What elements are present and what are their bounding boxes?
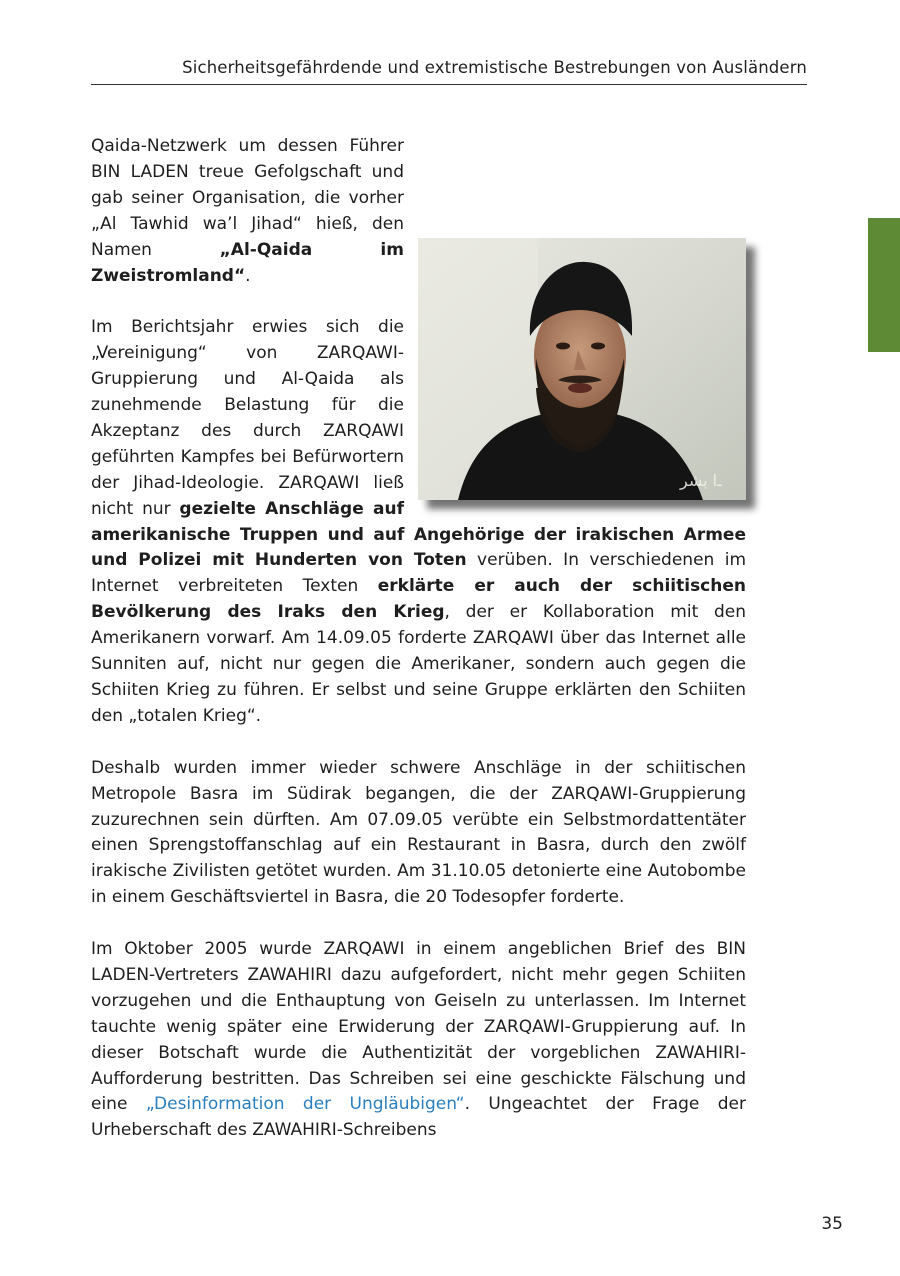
main-text: [91, 134, 746, 1170]
paragraph-4: Im Oktober 2005 wurde ZARQAWI in einem angeblichen Brief des BIN LADEN-Vertreters ZAWAHIRI dazu aufgefordert, nicht mehr gegen Schiiten vorzugehen und die Enthauptung von Geiseln zu unterlassen. Im Internet tauchte wenig später eine Erwiderung der ZARQAWI-Gruppierung auf. In dieser Botschaft wurde die Authentizität der vorgeblichen ZAWAHIRI-Aufforderung bestritten. Das Schreiben sei eine geschickte Fälschung und eine „Desinformation der Ungläubigen“. Ungeachtet der Frage der Urheberschaft des ZAWAHIRI-Schreibens: [91, 939, 746, 1141]
running-header: Sicherheitsgefährdende und extremistische Bestrebungen von Ausländern: [182, 58, 807, 77]
paragraph-1: Qaida-Netzwerk um dessen Führer BIN LADEN treue Gefolgschaft und gab seiner Organisation, die vorher „Al Tawhid wa’l Jihad“ hieß, den Namen „Al-Qaida im Zweistromland“.: [91, 136, 404, 286]
portrait-photo-frame: [418, 238, 746, 500]
chapter-tab-marker: [868, 218, 900, 352]
header-divider: [91, 84, 807, 85]
page-number: 35: [821, 1214, 843, 1234]
paragraph-3: Deshalb wurden immer wieder schwere Anschläge in der schiitischen Metropole Basra im Südirak begangen, die der ZARQAWI-Gruppierung zuzurechnen sein dürften. Am 07.09.05 verübte ein Selbstmordattentäter einen Sprengstoffanschlag auf ein Restaurant in Basra, durch den zwölf irakische Zivilisten getötet wurden. Am 31.10.05 detonierte eine Autobombe in einem Geschäftsviertel in Basra, die 20 Todesopfer forderte.: [91, 757, 746, 908]
svg-text:ـﺍ ﻳﺸﺮ: ـﺍ ﻳﺸﺮ: [680, 471, 722, 490]
paragraph-2: Im Berichtsjahr erwies sich die „Vereinigung“ von ZARQAWI-Gruppierung und Al-Qaida als zunehmende Belastung für die Akzeptanz des durch ZARQAWI geführten Kampfes bei Befürwortern der Jihad-Ideologie. ZARQAWI ließ nicht nur gezielte Anschläge auf amerikanische Truppen und auf Angehörige der irakischen Armee und Polizei mit Hunderten von Toten verüben. In verschiedenen im Internet verbreiteten Texten erklärte er auch der schiitischen Bevölkerung des Iraks den Krieg, der er Kollaboration mit den Amerikanern vorwarf. Am 14.09.05 forderte ZARQAWI über das Internet alle Sunniten auf, nicht nur gegen die Amerikaner, sondern auch gegen die Schiiten Krieg zu führen. Er selbst und seine Gruppe erklärten den Schiiten den „totalen Krieg“.: [91, 317, 747, 726]
portrait-photo: [418, 238, 746, 500]
quote-link[interactable]: „Desinformation der Ungläubigen“: [145, 1094, 465, 1115]
